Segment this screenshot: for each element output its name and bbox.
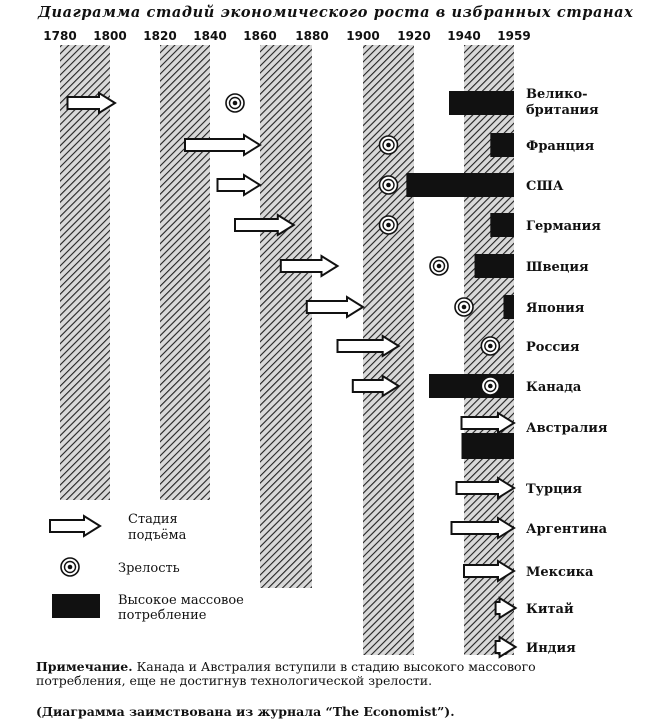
maturity-marker [481, 377, 499, 395]
mass-consumption-bar [490, 133, 514, 157]
legend-takeoff-label: Стадия [128, 512, 178, 527]
country-label: Мексика [526, 565, 594, 580]
x-tick-label-1820: 1820 [143, 29, 177, 43]
x-tick-label-1959: 1959 [497, 29, 531, 43]
legend-mass-consumption-label: Высокое массовое [118, 593, 244, 608]
maturity-marker [430, 257, 448, 275]
legend-arrow-symbol [50, 516, 100, 536]
takeoff-arrow [281, 256, 338, 276]
legend-maturity-label: Зрелость [118, 561, 180, 576]
takeoff-arrow [218, 175, 261, 195]
country-label: Франция [526, 139, 595, 154]
country-row [457, 478, 583, 498]
maturity-marker [380, 176, 398, 194]
country-label: Австралия [526, 421, 608, 436]
country-row [464, 561, 594, 581]
country-label: Канада [526, 380, 582, 395]
source-credit: (Диаграмма заимствована из журнала “The Economist”). [36, 704, 455, 719]
country-label: Швеция [526, 260, 589, 275]
country-label-line2: британия [526, 103, 599, 118]
chart-title: Диаграмма стадий экономического роста в избранных странах [38, 4, 634, 21]
mass-consumption-bar [462, 433, 515, 459]
mass-consumption-bar [406, 173, 514, 197]
mass-consumption-bar [503, 295, 514, 319]
country-row [281, 254, 589, 278]
country-row [185, 133, 595, 157]
shaded-period-1780-1800 [60, 45, 110, 500]
note-label: Примечание. [36, 659, 133, 674]
country-row [338, 336, 580, 356]
mass-consumption-bar [429, 374, 514, 398]
country-row [462, 413, 608, 459]
shaded-period-1820-1840 [160, 45, 210, 500]
country-label: Китай [526, 602, 574, 617]
country-label: Индия [526, 641, 576, 656]
x-tick-label-1860: 1860 [243, 29, 277, 43]
country-label: Аргентина [526, 522, 608, 537]
country-row [68, 87, 600, 118]
mass-consumption-bar [490, 213, 514, 237]
country-label: Велико- [526, 87, 588, 102]
maturity-marker [481, 337, 499, 355]
country-label: Россия [526, 340, 580, 355]
country-label: США [526, 179, 564, 194]
takeoff-arrow [452, 518, 515, 538]
x-tick-label-1900: 1900 [346, 29, 380, 43]
legend-black-bar-symbol [52, 594, 100, 618]
takeoff-arrow [307, 297, 363, 317]
note-text: Канада и Австралия вступили в стадию высокого массового потребления, еще не достигнув технологической зрелости. [36, 659, 536, 688]
country-label: Германия [526, 219, 601, 234]
x-tick-label-1780: 1780 [43, 29, 77, 43]
legend-mass-consumption-label-line2: потребление [118, 608, 207, 623]
note [36, 660, 626, 688]
mass-consumption-bar [449, 91, 514, 115]
maturity-marker [455, 298, 473, 316]
maturity-marker [226, 94, 244, 112]
maturity-marker [380, 136, 398, 154]
country-label: Турция [526, 482, 582, 497]
legend-takeoff-label-line2: подъёма [128, 528, 187, 543]
legend-target-symbol [61, 558, 79, 576]
takeoff-arrow [185, 135, 260, 155]
x-tick-label-1880: 1880 [295, 29, 329, 43]
x-tick-label-1840: 1840 [193, 29, 227, 43]
country-row [307, 295, 585, 319]
country-row [452, 518, 608, 538]
country-label: Япония [526, 301, 585, 316]
shaded-period-1860-1880 [260, 45, 312, 588]
x-tick-label-1920: 1920 [397, 29, 431, 43]
mass-consumption-bar [475, 254, 514, 278]
maturity-marker [380, 216, 398, 234]
x-tick-label-1940: 1940 [447, 29, 481, 43]
x-tick-label-1800: 1800 [93, 29, 127, 43]
